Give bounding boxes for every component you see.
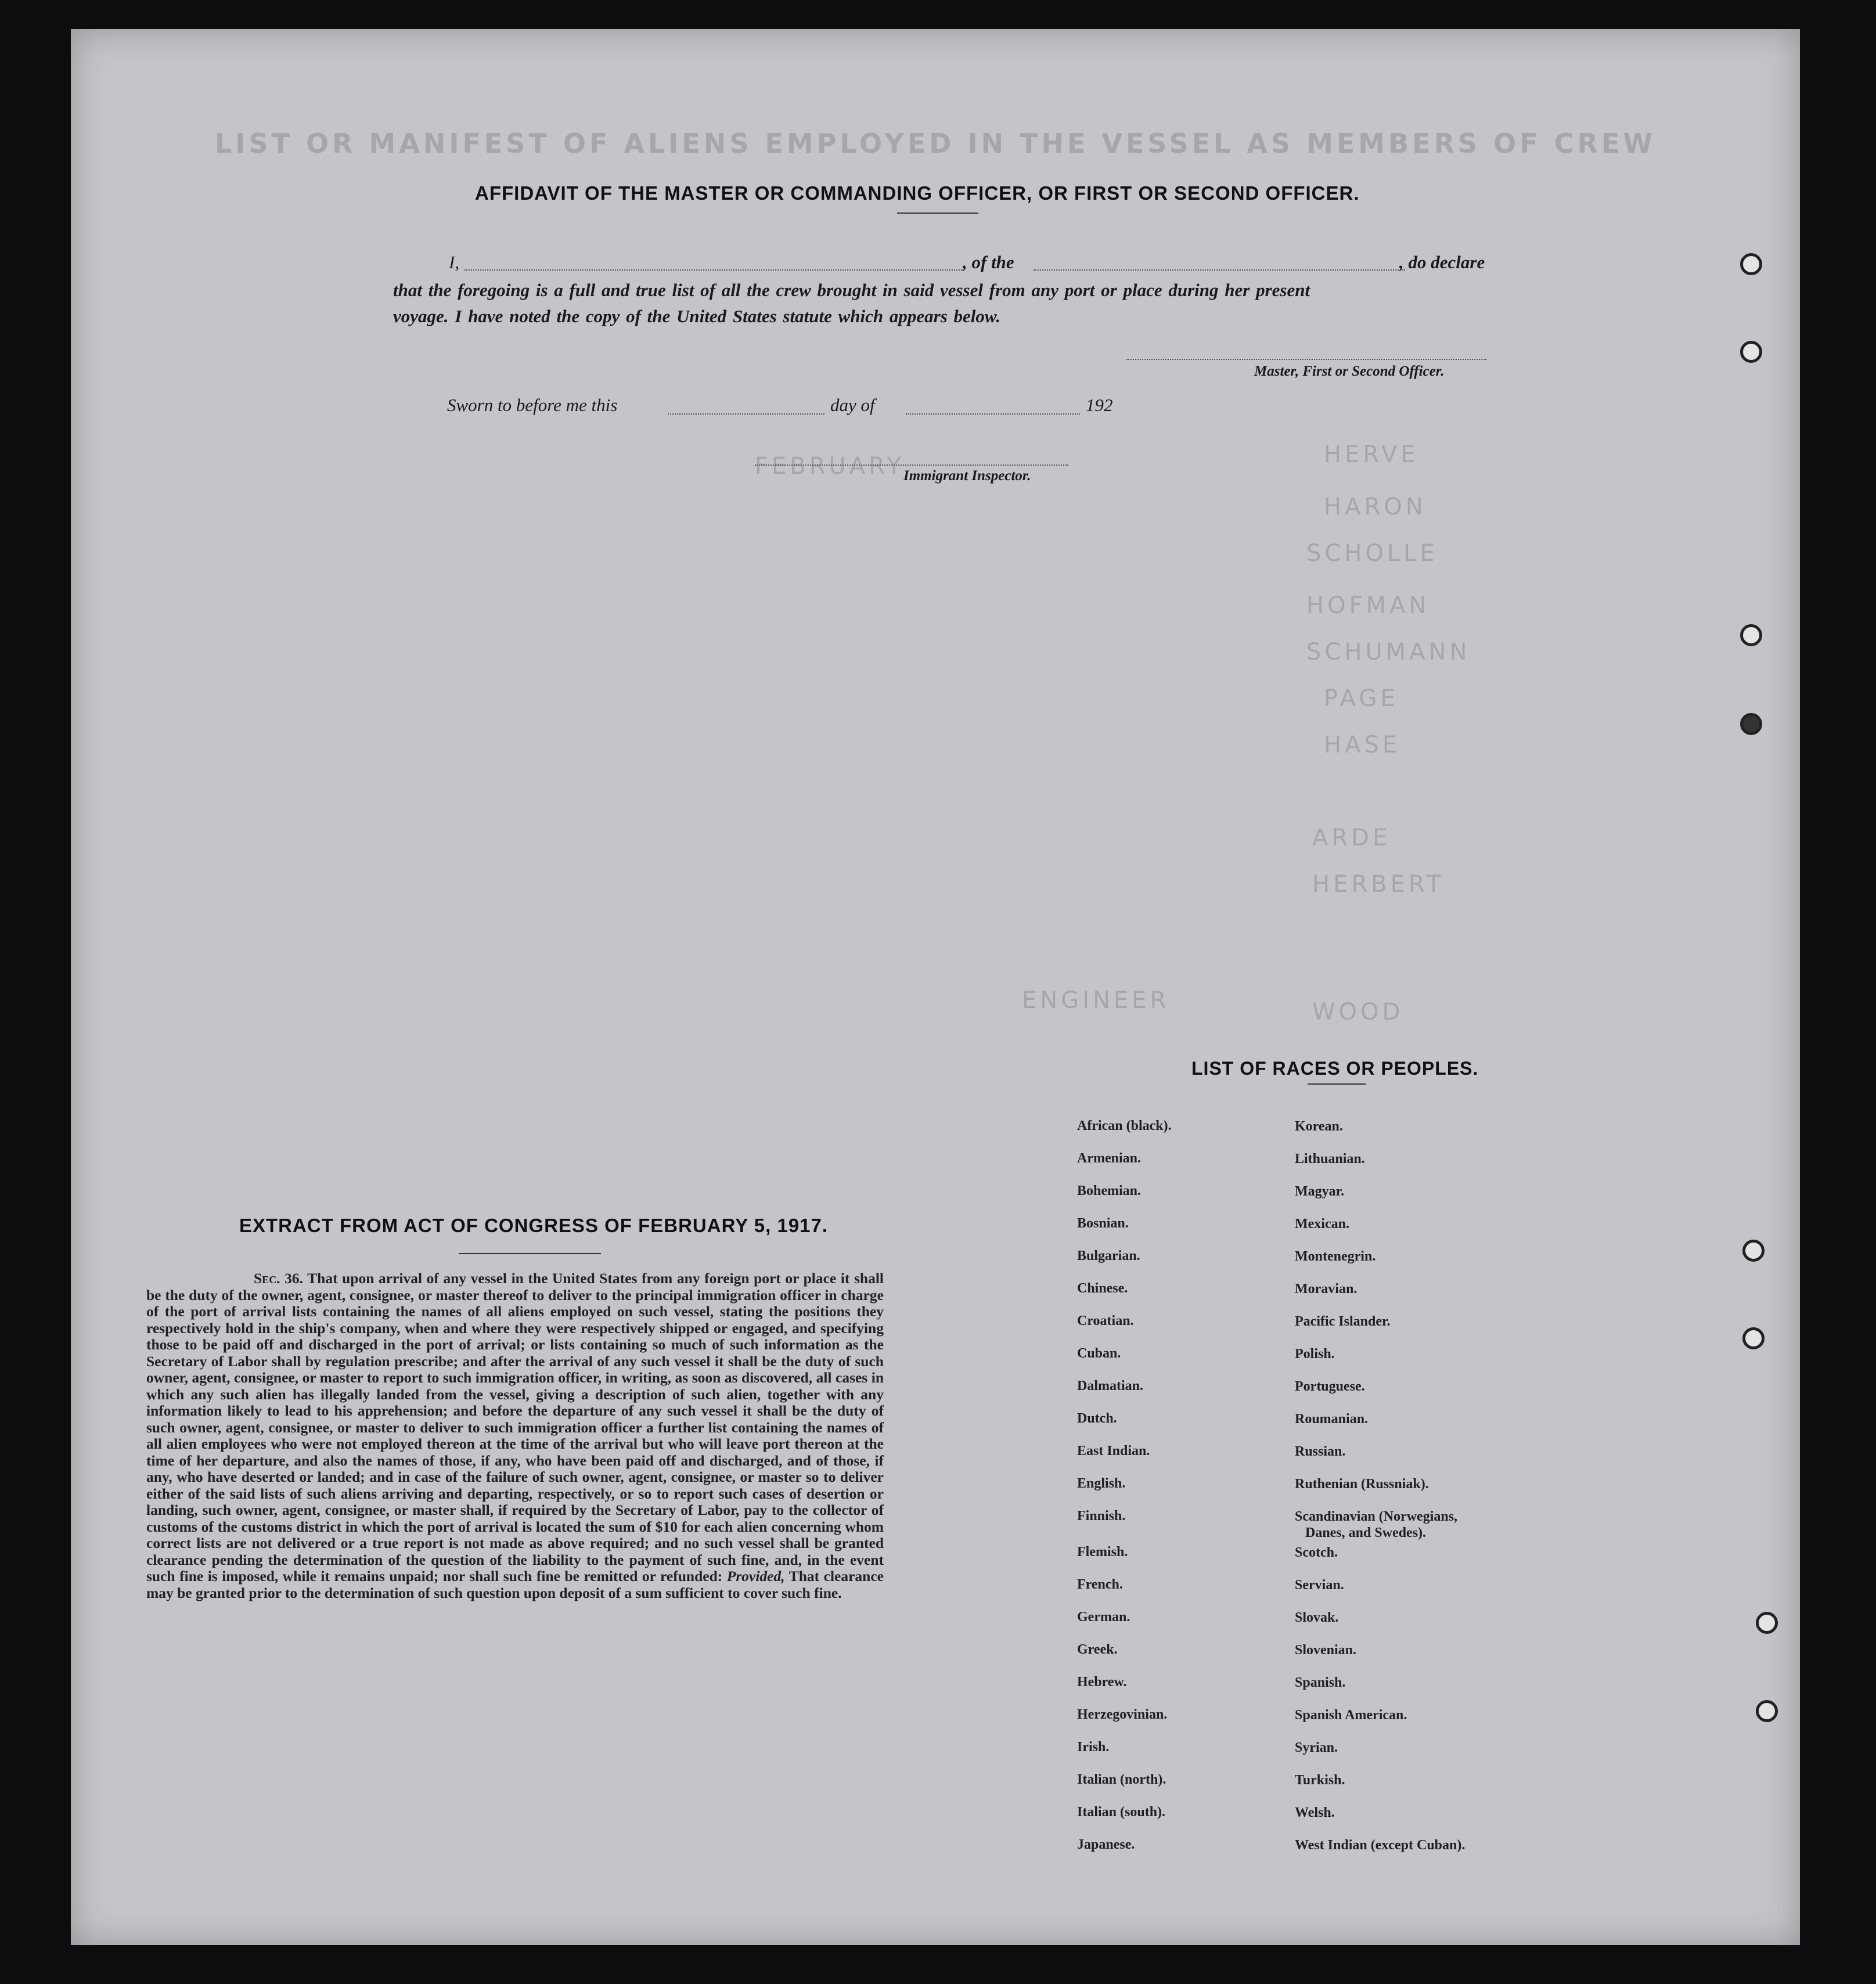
sworn-day-blank	[668, 413, 824, 415]
race-item: Cuban.	[1077, 1346, 1121, 1361]
bleed-through-handwriting: HERBERT	[1312, 871, 1445, 898]
race-item: Moravian.	[1295, 1281, 1358, 1297]
inspector-caption: Immigrant Inspector.	[903, 468, 1031, 484]
race-item: Italian (north).	[1077, 1772, 1166, 1787]
bleed-through-header: LIST OR MANIFEST OF ALIENS EMPLOYED IN THE VESSEL AS MEMBERS OF CREW	[215, 128, 1657, 159]
race-item: Servian.	[1295, 1578, 1344, 1593]
race-item: Lithuanian.	[1295, 1151, 1365, 1166]
race-item: Croatian.	[1077, 1313, 1134, 1328]
race-item: Bosnian.	[1077, 1216, 1129, 1231]
bleed-through-handwriting: SCHUMANN	[1306, 639, 1471, 665]
binder-hole	[1756, 1700, 1778, 1722]
race-item: Mexican.	[1295, 1216, 1349, 1232]
affidavit-body-line-1: that the foregoing is a full and true list of all the crew brought in said vessel from any port or place during her present	[393, 280, 1310, 300]
title-underline	[897, 213, 978, 214]
bleed-through-handwriting: HOFMAN	[1306, 592, 1430, 619]
bleed-through-handwriting: FEBRUARY	[755, 453, 905, 480]
name-blank	[465, 269, 964, 271]
race-item: Pacific Islander.	[1295, 1314, 1391, 1329]
race-item: Irish.	[1077, 1740, 1110, 1755]
race-item: Greek.	[1077, 1642, 1118, 1657]
race-item: German.	[1077, 1609, 1130, 1625]
race-item: English.	[1077, 1476, 1126, 1491]
binder-hole	[1740, 713, 1762, 735]
race-item: Turkish.	[1295, 1773, 1345, 1788]
binder-hole	[1740, 341, 1762, 363]
affidavit-body-line-2: voyage. I have noted the copy of the United States statute which appears below.	[393, 306, 1001, 326]
race-item: Slovak.	[1295, 1610, 1339, 1625]
sworn-month-blank	[906, 413, 1080, 415]
provided-label: Provided,	[726, 1568, 785, 1585]
bleed-through-handwriting: ENGINEER	[1022, 987, 1170, 1014]
bleed-through-handwriting: ARDE	[1312, 824, 1391, 851]
race-item: French.	[1077, 1577, 1123, 1592]
race-item: Slovenian.	[1295, 1643, 1357, 1658]
year-label: 192	[1086, 395, 1113, 415]
bleed-through-handwriting: HERVE	[1324, 441, 1419, 468]
race-item: Syrian.	[1295, 1740, 1338, 1755]
extract-text-part-2: That clearance may be granted prior to the determination of such question upon deposit of a sum sufficient to cover such fine.	[146, 1568, 884, 1601]
race-item: Herzegovinian.	[1077, 1707, 1168, 1722]
bleed-through-handwriting: SCHOLLE	[1306, 540, 1438, 567]
race-item: African (black).	[1077, 1118, 1172, 1133]
race-item: Scandinavian (Norwegians, Danes, and Swedes).	[1295, 1509, 1458, 1540]
race-item: Flemish.	[1077, 1544, 1128, 1560]
race-item: Welsh.	[1295, 1805, 1335, 1820]
bleed-through-handwriting: HARON	[1324, 494, 1427, 520]
race-item: Korean.	[1295, 1119, 1343, 1134]
affidavit-of-the-label: , of the	[963, 252, 1014, 272]
binder-hole	[1742, 1240, 1765, 1262]
race-item: Japanese.	[1077, 1837, 1135, 1852]
affidavit-declare-label: , do declare	[1399, 252, 1485, 272]
race-item: Hebrew.	[1077, 1675, 1127, 1690]
race-item: Scotch.	[1295, 1545, 1338, 1560]
race-item: Bohemian.	[1077, 1183, 1142, 1198]
binder-hole	[1740, 624, 1762, 646]
binder-hole	[1742, 1327, 1765, 1349]
race-item: East Indian.	[1077, 1443, 1150, 1459]
race-item: Armenian.	[1077, 1151, 1141, 1166]
vessel-blank	[1034, 269, 1405, 271]
bleed-through-handwriting: PAGE	[1324, 685, 1399, 712]
race-item: Italian (south).	[1077, 1805, 1166, 1820]
signature-caption: Master, First or Second Officer.	[1254, 363, 1445, 379]
signature-blank	[1126, 359, 1486, 360]
extract-text-part-1: That upon arrival of any vessel in the United States from any foreign port or place it shall be the duty of the owner, agent, consignee, or master thereof to deliver to the principal immigration officer in charge of the port of arrival lists containing the names of all aliens employed on such vessel, stating the positions they respectively hold in the ship's company, when and where they were respectively shipped or engaged, and specifying those to be paid off and discharged in the port of arrival; or lists containing so much of such information as the Secretary of Labor shall by regulation prescribe; and after the arrival of any such vessel it shall be the duty of such owner, agent, consignee, or master to report to such immigration officer, in writing, as soon as discovered, all cases in which any such alien has illegally landed from the vessel, giving a description of such alien, together with any information likely to lead to his apprehension; and before the departure of any such vessel it shall be the duty of such owner, agent, consignee, or master to deliver to such immigration officer a further list containing the names of all alien employees who were not employed thereon at the time of the arrival but who will leave port thereon at the time of her departure, and also the names of those, if any, who have been paid off and discharged, and of those, if any, who have deserted or landed; and in case of the failure of such owner, agent, consignee, or master so to deliver either of the said lists of such aliens arriving and departing, respectively, or so to report such cases of desertion or landing, such owner, agent, consignee, or master shall, if required by the Secretary of Labor, pay to the collector of customs of the customs district in which the port of arrival is located the sum of $10 for each alien concerning whom correct lists are not delivered or a true report is not made as above required; and no such vessel shall be granted clearance pending the determination of the question of the liability to the payment of such fine, and, in the event such fine is imposed, while it remains unpaid; nor shall such fine be remitted or refunded:	[146, 1270, 884, 1585]
races-title: LIST OF RACES OR PEOPLES.	[1191, 1058, 1479, 1079]
inspector-signature-blank	[755, 465, 1068, 466]
race-item: Roumanian.	[1295, 1412, 1369, 1427]
bleed-through-handwriting: WOOD	[1312, 999, 1404, 1025]
extract-title: EXTRACT FROM ACT OF CONGRESS OF FEBRUARY 5, 1917.	[239, 1215, 829, 1236]
race-item: Bulgarian.	[1077, 1248, 1140, 1263]
race-item: Spanish American.	[1295, 1708, 1407, 1723]
race-item: Spanish.	[1295, 1675, 1346, 1690]
race-item: Magyar.	[1295, 1184, 1345, 1199]
race-item: Ruthenian (Russniak).	[1295, 1477, 1429, 1492]
sworn-label: Sworn to before me this	[447, 395, 618, 415]
bleed-through-handwriting: HASE	[1324, 732, 1401, 758]
race-item: West Indian (except Cuban).	[1295, 1838, 1465, 1853]
binder-hole	[1756, 1612, 1778, 1634]
race-item: Chinese.	[1077, 1281, 1128, 1296]
race-item: Polish.	[1295, 1346, 1335, 1362]
day-of-label: day of	[830, 395, 875, 415]
race-item: Portuguese.	[1295, 1379, 1365, 1394]
race-item: Russian.	[1295, 1444, 1346, 1459]
races-title-underline	[1308, 1083, 1366, 1085]
affidavit-title: AFFIDAVIT OF THE MASTER OR COMMANDING OFFICER, OR FIRST OR SECOND OFFICER.	[475, 182, 1360, 204]
extract-title-underline	[459, 1253, 601, 1254]
binder-hole	[1740, 253, 1762, 275]
race-item: Finnish.	[1077, 1508, 1126, 1524]
affidavit-i-label: I,	[449, 252, 460, 272]
extract-body	[146, 1270, 884, 1601]
race-item: Montenegrin.	[1295, 1249, 1376, 1264]
race-item: Dalmatian.	[1077, 1378, 1143, 1394]
race-item: Dutch.	[1077, 1411, 1117, 1426]
section-label: Sec. 36.	[254, 1270, 304, 1287]
